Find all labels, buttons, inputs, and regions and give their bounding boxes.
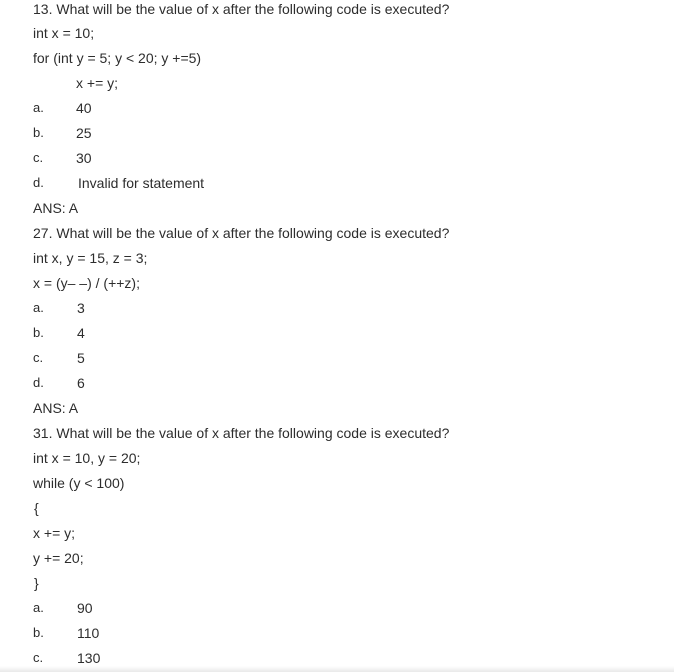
question-31-text: 31. What will be the value of x after the following code is executed? [33,425,450,441]
q13-option-b-letter: b. [33,125,44,140]
q13-code-line-3: x += y; [76,75,119,91]
q13-option-b-text: 25 [76,125,92,141]
q13-option-c-letter: c. [33,150,44,165]
q31-option-b-letter: b. [33,625,44,640]
q31-option-b-text: 110 [77,625,100,641]
q27-code-line-2: x = (y– –) / (++z); [33,275,140,291]
q31-code-line-5: y += 20; [33,550,84,566]
q13-option-c-text: 30 [76,150,92,166]
q27-option-a-text: 3 [77,300,85,316]
q13-answer: ANS: A [33,200,79,216]
q27-code-line-1: int x, y = 15, z = 3; [33,250,148,266]
q31-option-c-text: 130 [77,650,101,666]
q27-option-c-letter: c. [33,350,44,365]
q31-code-line-3: { [34,500,39,516]
q27-option-d-letter: d. [33,375,44,390]
q27-option-b-text: 4 [77,325,85,341]
q31-option-a-text: 90 [77,600,93,616]
q13-option-a-letter: a. [33,100,44,115]
q13-option-d-text: Invalid for statement [78,175,205,191]
q13-option-d-letter: d. [33,175,44,190]
q31-code-line-6: } [34,575,39,591]
q31-option-c-letter: c. [33,650,44,665]
q31-code-line-4: x += y; [33,525,76,541]
q27-option-b-letter: b. [33,325,44,340]
q31-code-line-1: int x = 10, y = 20; [33,450,141,466]
q31-option-a-letter: a. [33,600,44,615]
q27-option-c-text: 5 [77,350,85,366]
question-13-text: 13. What will be the value of x after the following code is executed? [33,1,450,17]
q27-answer: ANS: A [33,400,79,416]
bottom-edge-shadow [0,666,674,672]
q13-code-line-2: for (int y = 5; y < 20; y +=5) [33,50,202,66]
q31-code-line-2: while (y < 100) [33,475,125,491]
q27-option-d-text: 6 [77,375,85,391]
q27-option-a-letter: a. [33,300,44,315]
q13-option-a-text: 40 [76,100,92,116]
q13-code-line-1: int x = 10; [33,25,95,41]
question-27-text: 27. What will be the value of x after the following code is executed? [33,225,450,241]
